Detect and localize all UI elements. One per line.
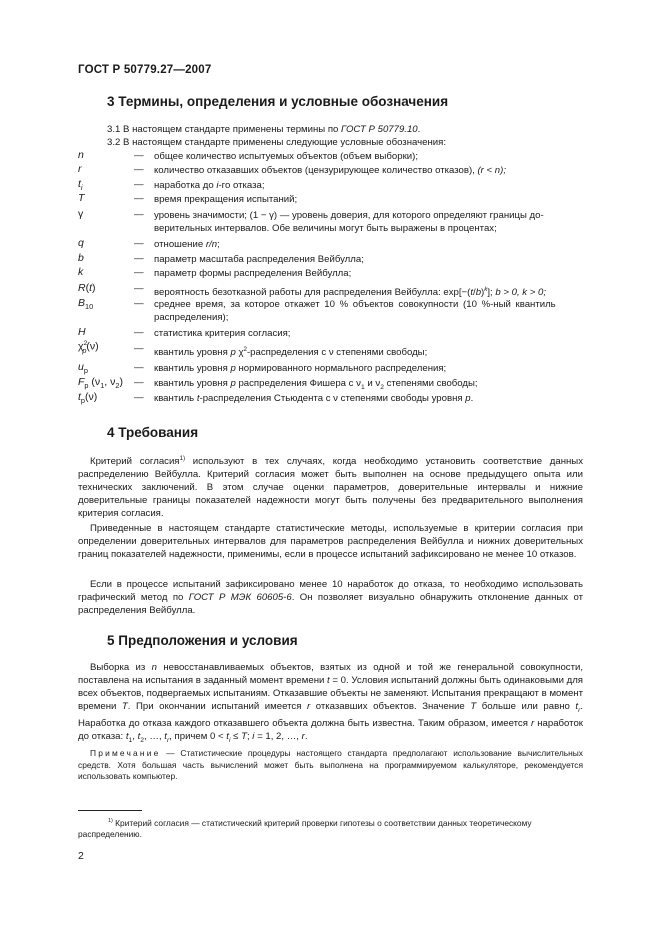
section-4-paragraph-3: Если в процессе испытаний зафиксировано менее 10 наработок до отказа, то необходимо использовать графический метод по ГОСТ Р МЭК 60605-6. Он позволяет визуально обнаружить отклонение данных от распределения Вейбулла. [78,579,583,616]
dash: — [134,267,144,278]
document-code-header: ГОСТ Р 50779.27—2007 [78,64,212,76]
symbol-B10: $B_{10}$ [78,297,94,312]
section-4-paragraph-2: Приведенные в настоящем стандарте статистические методы, используемые в критерии согласия при определении доверительных интервалов для параметров распределения Вейбулла и нижних доверительных границ показателей надежности, применимы, если в процессе испытаний зафиксировано не менее 10 отказов. [78,523,583,560]
definition-Rt: вероятность безотказной работы для распределения Вейбулла: $\exp[-(t/b)^k]$; b > 0, k > 0; [154,286,547,299]
section-4-paragraph-1: Критерий согласия$^{1)}$ используют в тех случаях, когда необходимо установить соответствие данных распределению Вейбулла. Критерий согласия может быть выполнен на основе предыдущего опыта или технических заключений. В этом случае оценки параметров, доверительные интервалы и нижние доверительные границы показателей надежности могут быть получены без предварительного выполнения критерия согласия. [78,455,584,520]
definition-gamma-line-2: верительных интервалов. Обе величины могут быть выражены в процентах; [154,223,497,234]
symbol-q: q [78,237,84,249]
symbol-tp: $t_p(\nu)$ [78,391,98,406]
dash: — [134,164,144,175]
definition-Fp: квантиль уровня p распределения Фишера с $\nu_1$ и $\nu_2$ степенями свободы; [154,378,478,391]
footnote-rule [78,810,142,811]
symbol-n: n [78,149,84,161]
dash: — [134,283,144,294]
footnote-text: Критерий согласия — статистический критерий проверки гипотезы о соответствии данных теоретическому распределению. [78,817,532,840]
definition-B10-line-2: распределения); [154,312,229,323]
section-5-title: 5 Предположения и условия [107,633,298,648]
clause-3-1: 3.1 В настоящем стандарте применены термины по ГОСТ Р 50779.10. [107,124,421,135]
section-5-paragraph: Выборка из n невосстанавливаемых объектов, взятых из одной и той же генеральной совокупности, поставлена на испытания в заданный момент времени t = 0. Условия испытаний должны быть одинаковыми для всех объектов, подвергаемых испытаниям. Отказавшие объекты не заменяют. Испытания прекращают в момент времени T. При окончании испытаний имеется r отказавших объектов. Значение T больше или равно $t_r$. Наработка до отказа каждого отказавшего объекта должна быть известна. Таким образом, имеется r наработок до отказа: $t_1$, $t_2$, …, $t_r$, причем $0 < t_i \le T$; i = 1, 2, …, r. [78,662,583,744]
definition-T: время прекращения испытаний; [154,194,298,205]
dash: — [134,377,144,388]
symbol-r: r [78,163,82,175]
footnote [78,816,583,841]
definition-B10-line-1: среднее время, за которое откажет 10 % объектов совокупности (10 %-ный квантиль [154,299,556,310]
symbol-chi2: $\chi^2_p(\nu)$ [78,340,99,355]
dash: — [134,392,144,403]
definition-tp: квантиль t-распределения Стьюдента с ν степенями свободы уровня p. [154,393,474,404]
symbol-up: $u_p$ [78,361,88,376]
footnote-mark: 1) [108,818,113,824]
dash: — [134,253,144,264]
definition-k: параметр формы распределения Вейбулла; [154,268,352,279]
symbol-Fp: $F_p$ ($\nu_1$, $\nu_2$) [78,376,123,391]
note [78,748,583,783]
dash: — [134,179,144,190]
symbol-b: b [78,252,84,264]
definition-r: количество отказавших объектов (цензурирующее количество отказов), (r < n); [154,165,507,176]
dash: — [134,238,144,249]
dash: — [134,150,144,161]
page-number: 2 [78,850,84,862]
definition-b: параметр масштаба распределения Вейбулла; [154,254,364,265]
definition-H: статистика критерия согласия; [154,328,291,339]
section-3-title: 3 Термины, определения и условные обозначения [107,94,449,109]
definition-chi2: квантиль уровня p $\chi^2$-распределения с ν степенями свободы; [154,346,428,359]
symbol-gamma: γ [78,208,84,220]
definition-n: общее количество испытуемых объектов (объем выборки); [154,151,418,162]
symbol-T: T [78,192,85,204]
dash: — [134,193,144,204]
note-label: Примечание [90,748,161,758]
definition-ti: наработка до i-го отказа; [154,180,265,191]
dash: — [134,362,144,373]
section-4-title: 4 Требования [107,425,199,440]
symbol-Rt: R(t) [78,282,96,294]
clause-3-2: 3.2 В настоящем стандарте применены следующие условные обозначения: [107,137,446,148]
dash: — [134,327,144,338]
symbol-k: k [78,266,84,278]
dash: — [134,209,144,220]
symbol-ti: $t_i$ [78,178,83,193]
dash: — [134,343,144,354]
dash: — [134,298,144,309]
definition-gamma-line-1: уровень значимости; (1 − γ) — уровень доверия, для которого определяют границы до- [154,210,544,221]
symbol-H: H [78,326,86,338]
definition-q: отношение r/n; [154,239,220,250]
definition-up: квантиль уровня p нормированного нормального распределения; [154,363,447,374]
note-text: — Статистические процедуры настоящего стандарта предполагают использование вычислительных средств. Хотя большая часть вычислений может быть выполнена на программируемом калькуляторе, рекомендуется использовать компьютер. [78,748,583,781]
